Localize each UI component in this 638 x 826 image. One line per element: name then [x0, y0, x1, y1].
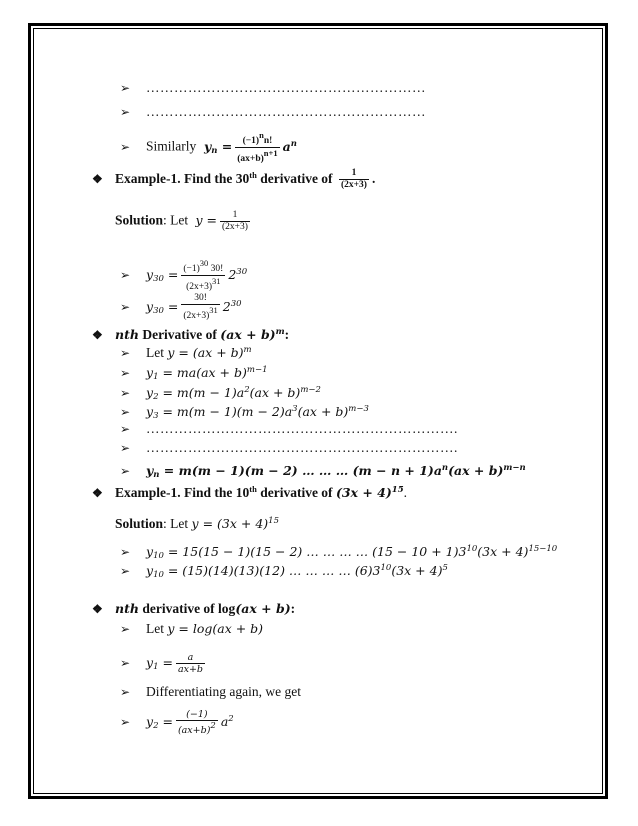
- y30-line-1: ➢ $y_{30}$ = $\frac{(-1)^{30} 30!}{(2x+3)^{31}}$ $2^{30}$: [120, 258, 248, 292]
- arrow-bullet-icon: ➢: [120, 464, 131, 478]
- solution-line-1: Solution: Let y = $\frac{1}{(2x+3)}$: [115, 210, 248, 232]
- nth-derivative-power-heading: ❖ nth Derivative of (ax + b)$^m$:: [92, 327, 290, 342]
- bullet-dots-4: ➢ ………………………………………………………….: [120, 440, 458, 455]
- diamond-bullet-icon: ❖: [92, 172, 103, 186]
- differentiating-line: ➢ Differentiating again, we get: [120, 684, 301, 699]
- arrow-bullet-icon: ➢: [120, 622, 131, 636]
- arrow-bullet-icon: ➢: [120, 405, 131, 419]
- arrow-bullet-icon: ➢: [120, 366, 131, 380]
- y10-line-2: ➢ $y_{10} = (15)(14)(13)(12)$ … … … … $(6)3^{10}(3x + 4)^5$: [120, 563, 448, 580]
- arrow-bullet-icon: ➢: [120, 655, 131, 670]
- bullet-dots-2: ➢ ……………………………………………………: [120, 104, 426, 119]
- y10-line-1: ➢ $y_{10} = 15(15 - 1)(15 - 2)$ … … … … $(15 - 10 + 1)3^{10}(3x + 4)^{15-10}$: [120, 544, 558, 561]
- yn-power-line: ➢ $y_n = m(m - 1)(m - 2)$ … … … $(m - n + 1)a^n(ax + b)^{m-n}$: [120, 463, 526, 480]
- y2-power-line: ➢ $y_2 = m(m - 1)a^2(ax + b)^{m-2}$: [120, 385, 321, 402]
- similarly-line: ➢ Similarly $y_n$ = $\frac{(-1)^nn!}{(ax+b)^{n+1}}$ $a^n$: [120, 130, 297, 164]
- diamond-bullet-icon: ❖: [92, 602, 103, 616]
- y30-line-2: ➢ $y_{30}$ = $\frac{30!}{(2x+3)^{31}}$ $2^{30}$: [120, 293, 242, 321]
- diamond-bullet-icon: ❖: [92, 328, 103, 342]
- arrow-bullet-icon: ➢: [120, 346, 131, 360]
- y1-log-line: ➢ $y_1$ = $\frac{a}{ax+b}$: [120, 652, 204, 675]
- arrow-bullet-icon: ➢: [120, 386, 131, 400]
- arrow-bullet-icon: ➢: [120, 422, 131, 436]
- arrow-bullet-icon: ➢: [120, 299, 131, 314]
- arrow-bullet-icon: ➢: [120, 81, 131, 95]
- diamond-bullet-icon: ❖: [92, 486, 103, 500]
- bullet-dots-1: ➢ ……………………………………………………: [120, 80, 426, 95]
- arrow-bullet-icon: ➢: [120, 267, 131, 282]
- example-2-heading: ❖ Example-1. Find the 10th derivative of $(3x + 4)^{15}$.: [92, 484, 408, 500]
- arrow-bullet-icon: ➢: [120, 685, 131, 699]
- arrow-bullet-icon: ➢: [120, 714, 131, 729]
- example-1-heading: ❖ Example-1. Find the 30th derivative of $\frac{1}{(2x+3)}$ .: [92, 168, 376, 191]
- y1-power-line: ➢ $y_1 = ma(ax + b)^{m-1}$: [120, 365, 268, 382]
- arrow-bullet-icon: ➢: [120, 545, 131, 559]
- y2-log-line: ➢ $y_2$ = $\frac{(-1)}{(ax+b)^2}$ $a^2$: [120, 709, 234, 736]
- arrow-bullet-icon: ➢: [120, 441, 131, 455]
- y3-power-line: ➢ $y_3 = m(m - 1)(m - 2)a^3(ax + b)^{m-3}$: [120, 404, 369, 421]
- arrow-bullet-icon: ➢: [120, 105, 131, 119]
- nth-derivative-log-heading: ❖ nth derivative of log(ax + b):: [92, 601, 296, 616]
- bullet-dots-3: ➢ ………………………………………………………….: [120, 421, 458, 436]
- arrow-bullet-icon: ➢: [120, 564, 131, 578]
- arrow-bullet-icon: ➢: [120, 139, 131, 154]
- solution-line-2: Solution: Let $y = (3x + 4)^{15}$: [115, 516, 279, 531]
- let-power-line: ➢ Let y = (ax + b)$^m$: [120, 345, 252, 360]
- let-log-line: ➢ Let y = log(ax + b): [120, 621, 264, 636]
